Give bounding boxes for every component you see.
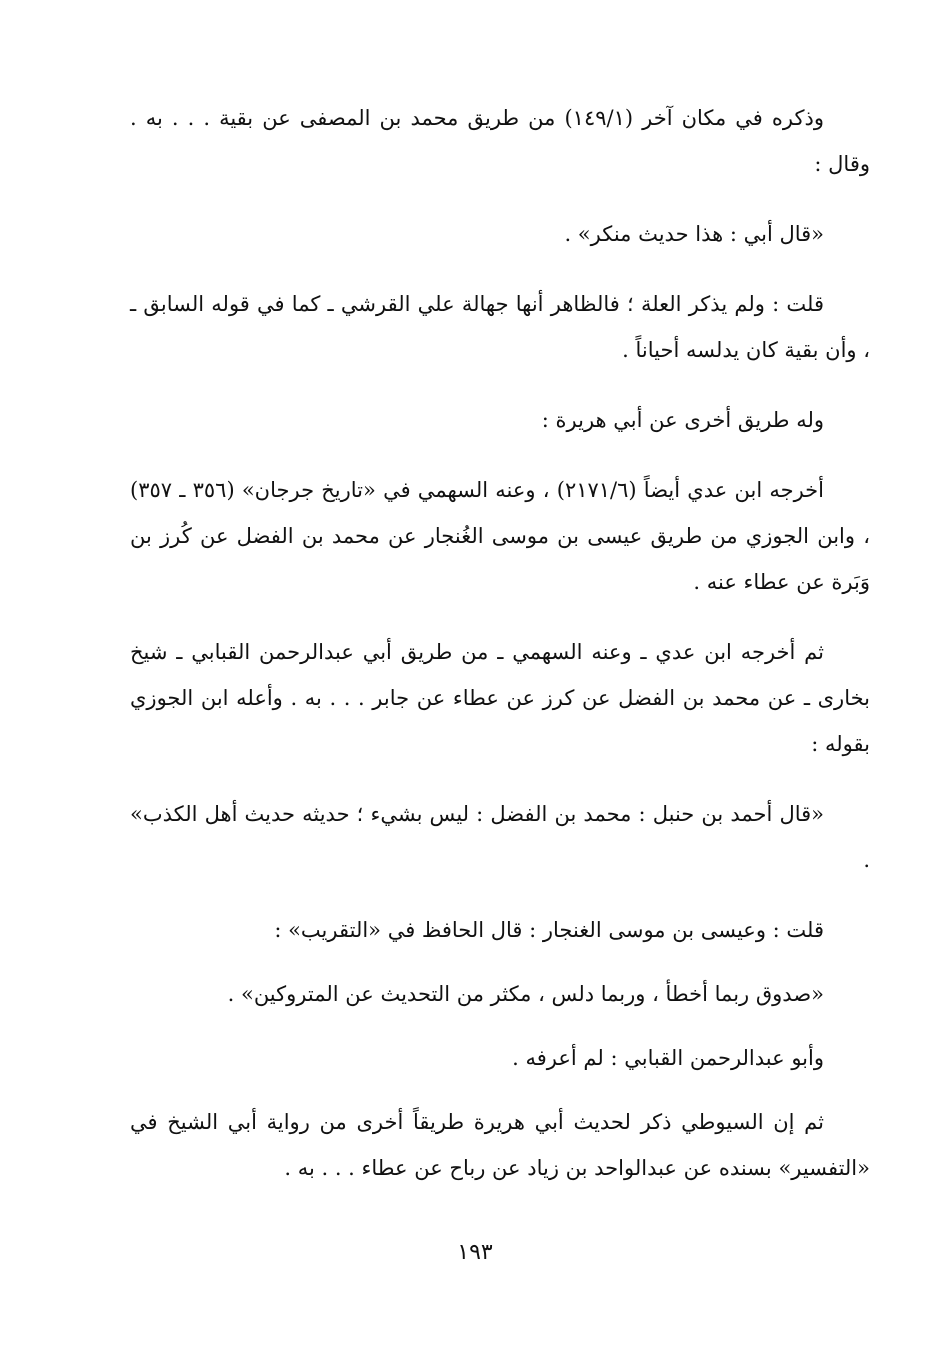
paragraph: أخرجه ابن عدي أيضاً (٢١٧١/٦) ، وعنه السهمي في «تاريخ جرجان» (٣٥٦ ـ ٣٥٧) ، وابن الجوزي من طريق عيسى بن موسى الغُنجار عن محمد بن الفضل عن كُرز بن وَبَرة عن عطاء عنه . <box>130 478 870 594</box>
paragraph: وأبو عبدالرحمن القبابي : لم أعرفه . <box>512 1046 824 1070</box>
paragraph: ثم أخرجه ابن عدي ـ وعنه السهمي ـ من طريق أبي عبدالرحمن القبابي ـ شيخ بخارى ـ عن محمد بن الفضل عن كرز عن عطاء عن جابر . . . به . وأعله ابن الجوزي بقوله : <box>130 640 870 756</box>
page-number: ١٩٣ <box>457 1240 493 1265</box>
paragraph: قلت : ولم يذكر العلة ؛ فالظاهر أنها جهالة علي القرشي ـ كما في قوله السابق ـ ، وأن بقية كان يدلسه أحياناً . <box>130 292 870 362</box>
paragraph: «قال أحمد بن حنبل : محمد بن الفضل : ليس بشيء ؛ حديثه حديث أهل الكذب» . <box>130 802 870 872</box>
paragraph: وذكره في مكان آخر (١٤٩/١) من طريق محمد بن المصفى عن بقية . . . به . وقال : <box>130 106 870 176</box>
paragraph: ثم إن السيوطي ذكر لحديث أبي هريرة طريقاً أخرى من رواية أبي الشيخ في «التفسير» بسنده عن عبدالواحد بن زياد عن رباح عن عطاء . . . به . <box>130 1110 870 1180</box>
page-body <box>130 95 870 1215</box>
paragraph: «قال أبي : هذا حديث منكر» . <box>564 222 824 246</box>
paragraph: قلت : وعيسى بن موسى الغنجار : قال الحافظ في «التقريب» : <box>274 918 824 942</box>
paragraph: وله طريق أخرى عن أبي هريرة : <box>541 408 824 432</box>
paragraph: «صدوق ربما أخطأ ، وربما دلس ، مكثر من التحديث عن المتروكين» . <box>227 982 824 1006</box>
